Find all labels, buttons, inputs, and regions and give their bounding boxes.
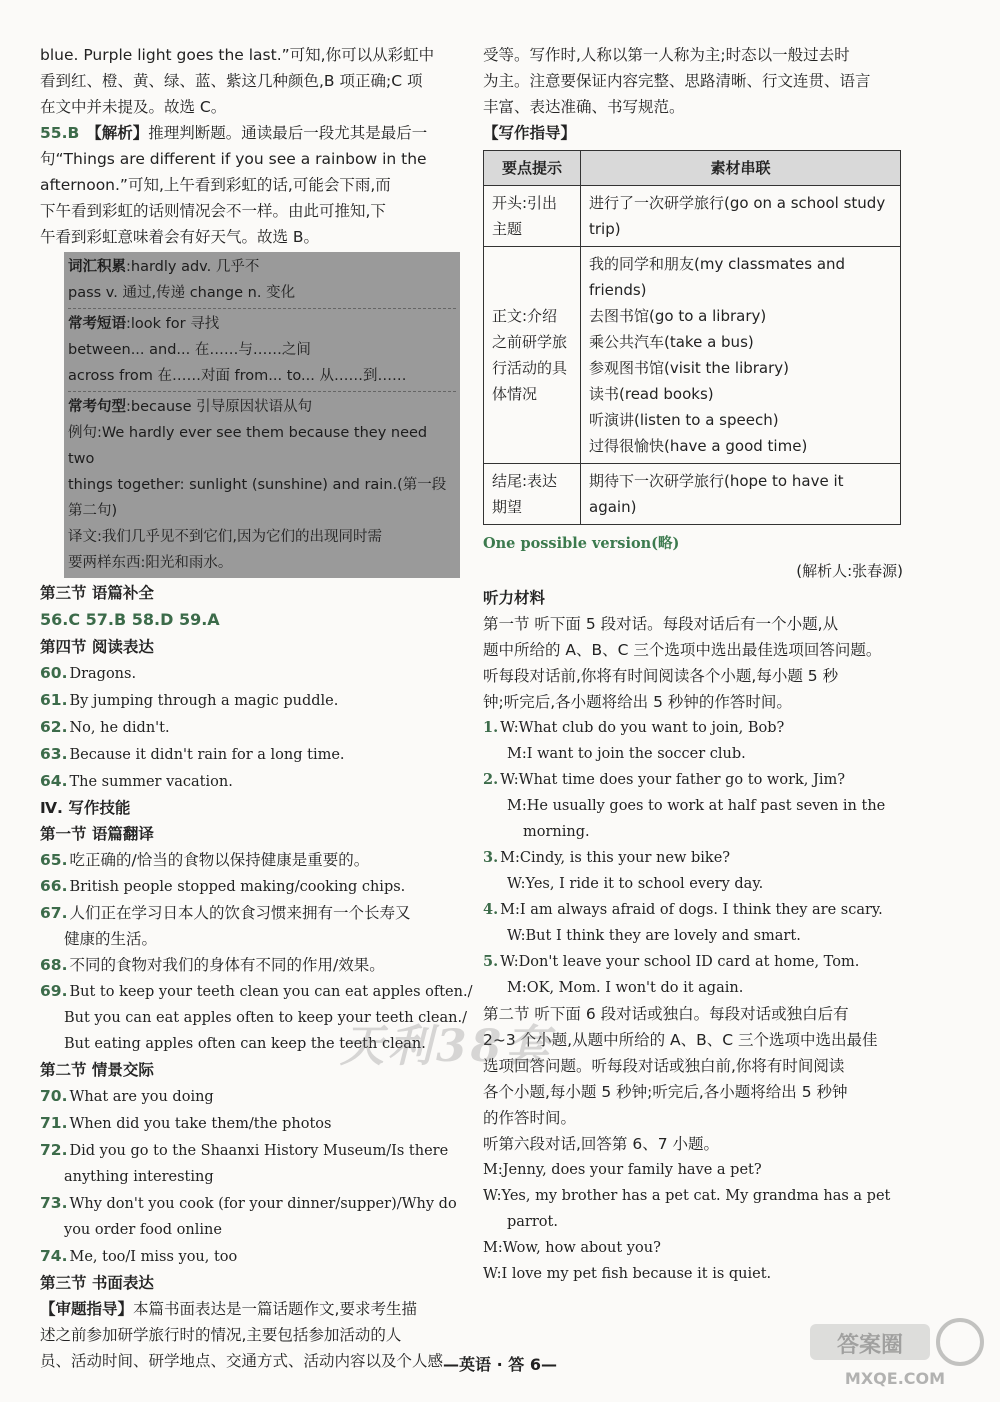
phrase-line-2: between... and... 在……与……之间 (68, 342, 311, 358)
sentence-line-1: :because 引导原因状语从句 (126, 399, 313, 415)
listen-sec1-line-1: 第一节 听下面 5 段对话。每段对话后有一个小题,从 (483, 615, 839, 633)
list-item (40, 952, 460, 978)
list-item (40, 1110, 460, 1137)
row-value-line: 进行了一次研学旅行(go on a school study trip) (589, 194, 886, 238)
left-column (40, 42, 473, 1374)
row-value-line: 过得很愉快(have a good time) (589, 437, 808, 455)
review-line-3: 员、活动时间、研学地点、交通方式、活动内容以及个人感 (40, 1352, 444, 1370)
intro-line-1: blue. Purple light goes the last.”可知,你可以从彩虹中 (40, 46, 435, 64)
listen-sec2-line-3: 选项回答问题。听每段对话或独白前,你将有时间阅读 (483, 1057, 845, 1075)
item-text: M:Cindy, is this your new bike? (500, 850, 731, 866)
dialogue6-line: M:Wow, how about you? (483, 1240, 661, 1256)
item-text: By jumping through a magic puddle. (69, 693, 339, 709)
item-text: Me, too/I miss you, too (69, 1249, 238, 1265)
item-text: Dragons. (69, 666, 137, 682)
svg-text:答案圈: 答案圈 (836, 1333, 904, 1358)
list-item (40, 687, 460, 714)
table-header-value: 素材串联 (581, 151, 901, 186)
table-row (484, 186, 901, 247)
dialogue-line: M:OK, Mom. I won't do it again. (507, 980, 744, 996)
item-number: 3. (483, 849, 499, 866)
review-tag: 【审题指导】 (40, 1300, 134, 1318)
phrase-head: 常考短语 (68, 316, 126, 332)
sentence-line-2: 例句:We hardly ever see them because they need two (68, 425, 428, 467)
item-number: 73. (40, 1194, 68, 1212)
list-item (40, 1137, 460, 1164)
item-number: 2. (483, 771, 499, 788)
list-item (40, 741, 460, 768)
listen-sec2-line-1: 第二节 听下面 6 段对话或独白。每段对话或独白后有 (483, 1005, 849, 1023)
part4-title: Ⅳ. 写作技能 (40, 799, 131, 817)
row-value-line: 期待下一次研学旅行(hope to have it again) (589, 472, 844, 516)
item-number: 68. (40, 956, 68, 974)
phrase-line-3: across from 在……对面 from... to... 从……到…… (68, 368, 407, 384)
q55-tag: 【解析】 (86, 124, 149, 142)
cont-line-2: 为主。注意要保证内容完整、思路清晰、行文连贯、语言 (483, 72, 871, 90)
dialogue6-line: W:I love my pet fish because it is quiet. (483, 1266, 772, 1282)
dialogue-line (483, 845, 903, 871)
item-continuation: 健康的生活。 (64, 930, 158, 948)
listen-sec2-line-2: 2~3 个小题,从题中所给的 A、B、C 三个选项中选出最佳 (483, 1031, 878, 1049)
vocab-head: 词汇积累 (68, 259, 126, 275)
q55-line-2: 句“Things are different if you see a rainbow in the (40, 150, 427, 168)
list-item (40, 873, 460, 900)
listen-sec2-line-4: 各个小题,每小题 5 秒钟;听完后,各小题将给出 5 秒钟 (483, 1083, 848, 1101)
row-value-line: 乘公共汽车(take a bus) (589, 333, 754, 351)
item-text: Because it didn't rain for a long time. (69, 747, 345, 763)
table-header-row (484, 151, 901, 186)
q55-line-5: 午看到彩虹意味着会有好天气。故选 B。 (40, 228, 320, 246)
writing-title: 第三节 书面表达 (40, 1274, 154, 1292)
list-item (40, 1083, 460, 1110)
row-value-line: 读书(read books) (589, 385, 714, 403)
q55-block (40, 120, 460, 250)
q55-number: 55.B (40, 124, 80, 142)
row-value-line: 听演讲(listen to a speech) (589, 411, 779, 429)
item-number: 1. (483, 719, 499, 736)
dialogue-line: M:He usually goes to work at half past seven in the (507, 798, 886, 814)
item-text: What are you doing (69, 1089, 214, 1105)
corner-watermark-logo (800, 1312, 990, 1392)
row-value (581, 464, 901, 525)
section4-list (40, 660, 460, 795)
dialogue-list (483, 715, 903, 1001)
listen-sec2-line-6: 听第六段对话,回答第 6、7 小题。 (483, 1135, 720, 1153)
item-continuation: But you can eat apples often to keep your teeth clean./ (64, 1010, 467, 1026)
item-number: 70. (40, 1087, 68, 1105)
item-number: 72. (40, 1141, 68, 1159)
list-item (40, 847, 460, 873)
row-key: 开头:引出主题 (484, 186, 581, 247)
table-row (484, 464, 901, 525)
dialogue-line (483, 897, 903, 923)
watermark-text: 天利38套 (340, 1021, 554, 1072)
item-number: 69. (40, 982, 68, 1000)
item-text: M:I am always afraid of dogs. I think they are scary. (500, 902, 883, 918)
section4-title: 第四节 阅读表达 (40, 638, 154, 656)
item-text: British people stopped making/cooking chips. (69, 879, 406, 895)
dialogue-line: W:Yes, I ride it to school every day. (507, 876, 764, 892)
phrase-divider (68, 391, 456, 392)
table-header-key: 要点提示 (484, 151, 581, 186)
intro-line-3: 在文中并未提及。故选 C。 (40, 98, 227, 116)
list-item (40, 978, 473, 1005)
dialogue-line (483, 715, 903, 741)
sentence-head: 常考句型 (68, 399, 126, 415)
phrase-line-1: :look for 寻找 (126, 316, 220, 332)
item-text: The summer vacation. (69, 774, 233, 790)
item-text: Why don't you cook (for your dinner/supper)/Why do (69, 1196, 457, 1212)
dialogue6-line: parrot. (507, 1214, 558, 1230)
list-item (40, 1190, 460, 1217)
list-item (40, 660, 460, 687)
item-text: W:Don't leave your school ID card at home, Tom. (500, 954, 860, 970)
dialogue6-line: W:Yes, my brother has a pet cat. My grandma has a pet (483, 1188, 891, 1204)
item-text: But to keep your teeth clean you can eat apples often./ (69, 984, 473, 1000)
dialogue-line: W:But I think they are lovely and smart. (507, 928, 801, 944)
item-text: No, he didn't. (69, 720, 170, 736)
listen-sec1-line-2: 题中所给的 A、B、C 三个选项中选出最佳选项回答问题。 (483, 641, 882, 659)
item-text: W:What club do you want to join, Bob? (500, 720, 785, 736)
dialogue6-line: M:Jenny, does your family have a pet? (483, 1162, 762, 1178)
row-value (581, 247, 901, 464)
section3-answers: 56.C 57.B 58.D 59.A (40, 610, 220, 629)
item-text: 吃正确的/恰当的食物以保持健康是重要的。 (69, 851, 370, 869)
dialogue-line: M:I want to join the soccer club. (507, 746, 746, 762)
intro-line-2: 看到红、橙、黄、绿、蓝、紫这几种颜色,B 项正确;C 项 (40, 72, 423, 90)
item-number: 74. (40, 1247, 68, 1265)
dialogue-line (483, 767, 903, 793)
item-number: 61. (40, 691, 68, 709)
item-number: 66. (40, 877, 68, 895)
item-number: 5. (483, 953, 499, 970)
right-column (483, 42, 903, 1287)
item-number: 67. (40, 904, 68, 922)
listen-sec1-line-3: 听每段对话前,你将有时间阅读各个小题,每小题 5 秒 (483, 667, 839, 685)
item-number: 65. (40, 851, 68, 869)
item-number: 62. (40, 718, 68, 736)
list-item (40, 1243, 460, 1270)
review-line-1: 本篇书面表达是一篇话题作文,要求考生描 (133, 1300, 417, 1318)
row-value-line: 我的同学和朋友(my classmates and friends) (589, 255, 846, 299)
item-text: 不同的食物对我们的身体有不同的作用/效果。 (69, 956, 385, 974)
page-footer: —英语 · 答 6— (443, 1355, 557, 1374)
item-number: 64. (40, 772, 68, 790)
item-number: 71. (40, 1114, 68, 1132)
item-continuation: anything interesting (64, 1169, 214, 1185)
row-value-line: 参观图书馆(visit the library) (589, 359, 790, 377)
q55-line-3: afternoon.”可知,上午看到彩虹的话,可能会下雨,而 (40, 176, 391, 194)
vocab-box (64, 252, 460, 578)
row-key: 正文:介绍之前研学旅行活动的具体情况 (484, 247, 581, 464)
dialogue-line (483, 949, 903, 975)
writing-guide-table (483, 150, 901, 525)
situation-title: 第二节 情景交际 (40, 1061, 154, 1079)
vocab-divider (68, 308, 456, 309)
sentence-line-5: 译文:我们几乎见不到它们,因为它们的出现同时需 (68, 529, 382, 545)
section3-title: 第三节 语篇补全 (40, 584, 154, 602)
review-line-2: 述之前参加研学旅行时的情况,主要包括参加活动的人 (40, 1326, 402, 1344)
dialogue-line: morning. (523, 824, 590, 840)
item-continuation: you order food online (64, 1222, 222, 1238)
row-value-line: 去图书馆(go to a library) (589, 307, 767, 325)
row-key: 结尾:表达期望 (484, 464, 581, 525)
row-value (581, 186, 901, 247)
cont-line-1: 受等。写作时,人称以第一人称为主;时态以一般过去时 (483, 46, 850, 64)
item-text: Did you go to the Shaanxi History Museum/Is there (69, 1143, 449, 1159)
item-number: 63. (40, 745, 68, 763)
list-item (40, 714, 460, 741)
sentence-line-6: 要两样东西:阳光和雨水。 (68, 555, 233, 571)
possible-version: One possible version(略) (483, 535, 680, 552)
vocab-line-1: :hardly adv. 几乎不 (126, 259, 260, 275)
item-text: W:What time does your father go to work, Jim? (500, 772, 845, 788)
cont-line-3: 丰富、表达准确、书写规范。 (483, 98, 685, 116)
list-item (40, 768, 460, 795)
watermark-logo-icon (800, 1312, 990, 1392)
analyst: (解析人:张春源) (796, 562, 903, 580)
item-text: 人们正在学习日本人的饮食习惯来拥有一个长寿又 (69, 904, 411, 922)
listening-title: 听力材料 (483, 589, 546, 607)
table-row (484, 247, 901, 464)
item-number: 60. (40, 664, 68, 682)
item-text: When did you take them/the photos (69, 1116, 332, 1132)
item-continuation: But eating apples often can keep the teeth clean. (64, 1036, 426, 1052)
listen-sec2-line-5: 的作答时间。 (483, 1109, 577, 1127)
list-item (40, 900, 460, 926)
q55-line-1: 推理判断题。通读最后一段尤其是最后一 (148, 124, 428, 142)
sentence-line-4: 第二句) (68, 503, 118, 519)
listen-sec1-line-4: 钟;听完后,各小题将给出 5 秒钟的作答时间。 (483, 693, 792, 711)
situation-list (40, 1083, 460, 1270)
vocab-line-2: pass v. 通过,传递 change n. 变化 (68, 285, 296, 301)
svg-text:MXQE.COM: MXQE.COM (844, 1369, 946, 1388)
q55-line-4: 下午看到彩虹的话则情况会不一样。由此可推知,下 (40, 202, 386, 220)
translation-title: 第一节 语篇翻译 (40, 825, 154, 843)
item-number: 4. (483, 901, 499, 918)
guide-tag: 【写作指导】 (483, 124, 577, 142)
sentence-line-3: things together: sunlight (sunshine) and rain.(第一段 (68, 477, 447, 493)
